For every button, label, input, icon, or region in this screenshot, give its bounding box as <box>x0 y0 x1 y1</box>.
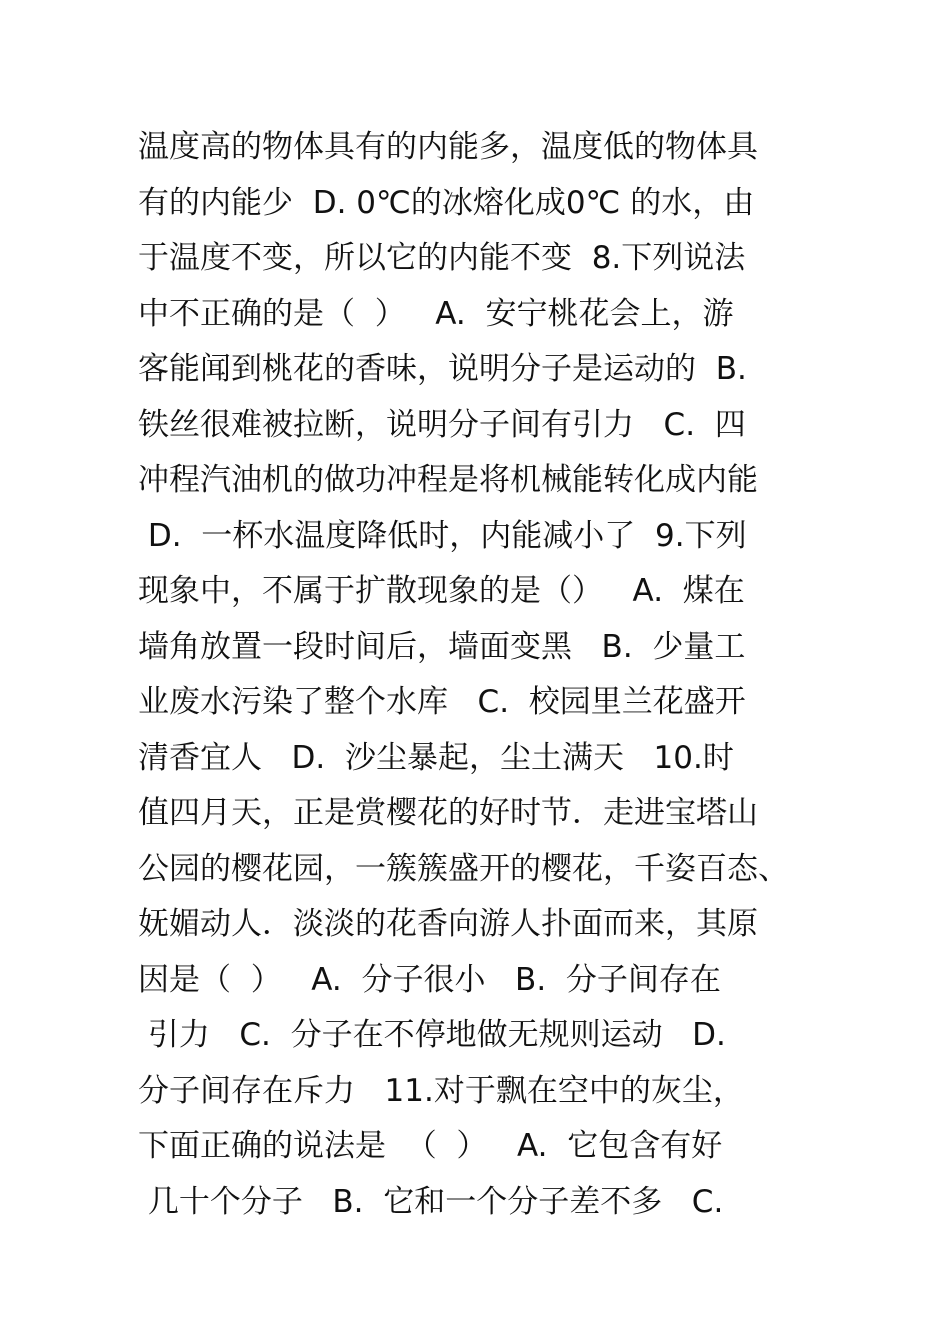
text-line: 客能闻到桃花的香味，说明分子是运动的 B. <box>138 351 747 387</box>
text-line: 引力 C. 分子在不停地做无规则运动 D. <box>138 1017 726 1053</box>
text-line: 妩媚动人．淡淡的花香向游人扑面而来，其原 <box>138 906 758 942</box>
text-line: 下面正确的说法是 （ ） A. 它包含有好 <box>138 1128 723 1164</box>
text-line: 值四月天，正是赏樱花的好时节．走进宝塔山 <box>138 795 758 831</box>
text-line: 铁丝很难被拉断，说明分子间有引力 C. 四 <box>138 406 746 443</box>
text-line: 温度高的物体具有的内能多，温度低的物体具 <box>138 129 758 165</box>
text-line: 中不正确的是（ ） A. 安宁桃花会上，游 <box>138 295 734 332</box>
text-line: 公园的樱花园，一簇簇盛开的樱花，千姿百态、 <box>138 850 789 887</box>
text-line: 现象中，不属于扩散现象的是（） A. 煤在 <box>138 573 745 609</box>
text-line: 业废水污染了整个水库 C. 校园里兰花盛开 <box>138 684 746 720</box>
document-body <box>138 120 858 1230</box>
text-line: 因是（ ） A. 分子很小 B. 分子间存在 <box>138 961 721 998</box>
text-line: 有的内能少 D. 0℃的冰熔化成0℃ 的水，由 <box>138 184 755 221</box>
text-line: 分子间存在斥力 11.对于飘在空中的灰尘， <box>138 1072 744 1109</box>
text-line: 几十个分子 B. 它和一个分子差不多 C. <box>138 1183 724 1220</box>
text-line: 清香宜人 D. 沙尘暴起，尘土满天 10.时 <box>138 739 734 776</box>
text-line: 墙角放置一段时间后，墙面变黑 B. 少量工 <box>138 628 746 665</box>
text-line: 于温度不变，所以它的内能不变 8.下列说法 <box>138 240 746 276</box>
text-line: 冲程汽油机的做功冲程是将机械能转化成内能 <box>138 462 758 498</box>
text-line: D. 一杯水温度降低时，内能减小了 9.下列 <box>138 517 747 554</box>
